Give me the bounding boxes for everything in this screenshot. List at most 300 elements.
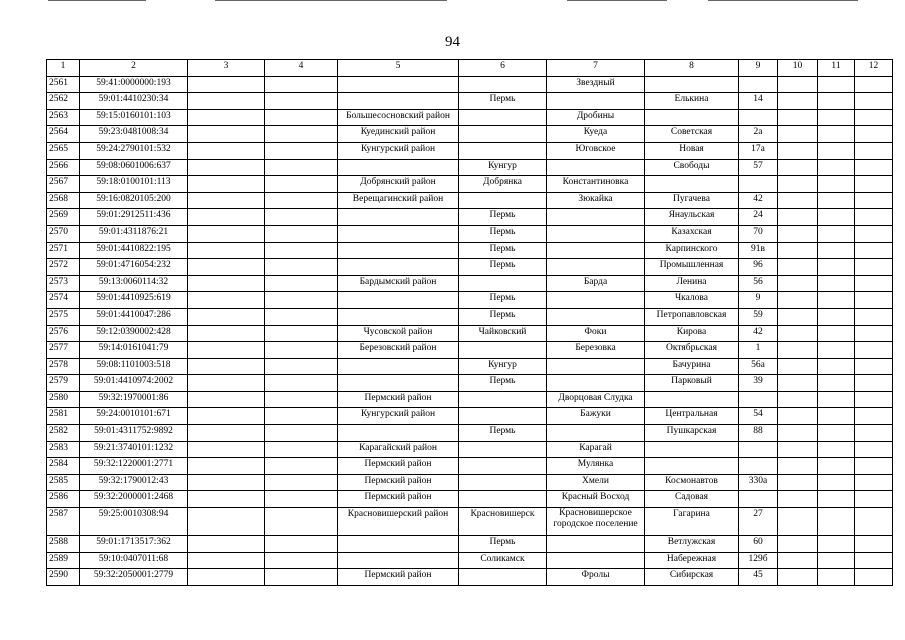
district-cell [338,375,459,392]
registry-table [46,59,893,586]
col12-cell [855,292,893,309]
street-cell: Казахская [645,225,739,242]
settlement-cell [547,552,645,569]
col10-cell [778,325,818,342]
settlement-cell: Константиновка [547,176,645,193]
col11-cell [818,325,855,342]
table-row [47,176,893,193]
district-cell [338,242,459,259]
city-cell: Пермь [459,209,547,226]
row-number-cell: 2572 [47,259,80,276]
col12-cell [855,375,893,392]
row-number-cell: 2564 [47,126,80,143]
col11-cell [818,292,855,309]
city-cell: Пермь [459,225,547,242]
col12-cell [855,491,893,508]
house-number-cell: 17а [739,142,778,159]
house-number-cell: 56а [739,358,778,375]
row-number-cell: 2561 [47,76,80,93]
col3-cell [188,192,265,209]
column-header: 8 [645,60,739,77]
cadastral-number-cell: 59:15:0160101:103 [80,109,188,126]
city-cell [459,109,547,126]
house-number-cell: 14 [739,93,778,110]
city-cell [459,491,547,508]
city-cell [459,441,547,458]
district-cell: Красновишерский район [338,508,459,536]
col3-cell [188,109,265,126]
district-cell: Березовский район [338,342,459,359]
city-cell: Пермь [459,308,547,325]
column-header: 10 [778,60,818,77]
col4-cell [265,292,338,309]
table-row [47,536,893,553]
col11-cell [818,142,855,159]
col11-cell [818,76,855,93]
settlement-cell [547,259,645,276]
district-cell: Куединский район [338,126,459,143]
table-row [47,93,893,110]
row-number-cell: 2581 [47,408,80,425]
col3-cell [188,441,265,458]
col3-cell [188,391,265,408]
district-cell [338,425,459,442]
cadastral-number-cell: 59:08:1101003:518 [80,358,188,375]
district-cell [338,259,459,276]
cadastral-number-cell: 59:01:1713517:362 [80,536,188,553]
settlement-cell [547,242,645,259]
house-number-cell: 59 [739,308,778,325]
col4-cell [265,93,338,110]
col4-cell [265,441,338,458]
row-number-cell: 2566 [47,159,80,176]
col4-cell [265,225,338,242]
col12-cell [855,209,893,226]
col4-cell [265,342,338,359]
cadastral-number-cell: 59:10:0407011:68 [80,552,188,569]
settlement-cell: Красновишерское городское поселение [547,508,645,536]
col11-cell [818,358,855,375]
settlement-cell: Красный Восход [547,491,645,508]
street-cell: Парковый [645,375,739,392]
col3-cell [188,358,265,375]
col3-cell [188,142,265,159]
col10-cell [778,508,818,536]
col10-cell [778,292,818,309]
city-cell: Кунгур [459,358,547,375]
row-number-cell: 2580 [47,391,80,408]
house-number-cell: 42 [739,325,778,342]
col11-cell [818,308,855,325]
house-number-cell [739,441,778,458]
col10-cell [778,308,818,325]
city-cell: Пермь [459,536,547,553]
street-cell [645,391,739,408]
city-cell [459,408,547,425]
col11-cell [818,569,855,586]
col10-cell [778,176,818,193]
col4-cell [265,491,338,508]
cadastral-number-cell: 59:14:0161041:79 [80,342,188,359]
cadastral-number-cell: 59:23:0481008:34 [80,126,188,143]
settlement-cell: Березовка [547,342,645,359]
col3-cell [188,491,265,508]
house-number-cell: 57 [739,159,778,176]
col12-cell [855,126,893,143]
table-row [47,491,893,508]
house-number-cell: 60 [739,536,778,553]
row-number-cell: 2562 [47,93,80,110]
col4-cell [265,569,338,586]
col12-cell [855,308,893,325]
district-cell: Кунгурский район [338,142,459,159]
col4-cell [265,242,338,259]
col12-cell [855,242,893,259]
col4-cell [265,109,338,126]
house-number-cell [739,109,778,126]
col11-cell [818,474,855,491]
top-rule [708,0,858,1]
col11-cell [818,425,855,442]
district-cell: Пермский район [338,491,459,508]
table-row [47,325,893,342]
street-cell: Елькина [645,93,739,110]
col10-cell [778,425,818,442]
col10-cell [778,93,818,110]
col3-cell [188,425,265,442]
city-cell: Кунгур [459,159,547,176]
column-header: 1 [47,60,80,77]
col11-cell [818,109,855,126]
settlement-cell: Фролы [547,569,645,586]
col11-cell [818,192,855,209]
col10-cell [778,391,818,408]
settlement-cell: Дворцовая Слудка [547,391,645,408]
col3-cell [188,225,265,242]
col11-cell [818,375,855,392]
col12-cell [855,569,893,586]
col3-cell [188,508,265,536]
table-body [47,76,893,585]
cadastral-number-cell: 59:01:4410047:286 [80,308,188,325]
col10-cell [778,209,818,226]
city-cell: Пермь [459,292,547,309]
col4-cell [265,176,338,193]
district-cell: Пермский район [338,474,459,491]
col3-cell [188,569,265,586]
city-cell [459,474,547,491]
col12-cell [855,176,893,193]
street-cell [645,458,739,475]
col3-cell [188,308,265,325]
col12-cell [855,408,893,425]
settlement-cell: Бажуки [547,408,645,425]
row-number-cell: 2590 [47,569,80,586]
col4-cell [265,358,338,375]
col4-cell [265,508,338,536]
cadastral-number-cell: 59:25:0010308:94 [80,508,188,536]
col3-cell [188,474,265,491]
table-row [47,474,893,491]
col4-cell [265,142,338,159]
house-number-cell: 70 [739,225,778,242]
row-number-cell: 2576 [47,325,80,342]
col12-cell [855,458,893,475]
col11-cell [818,458,855,475]
row-number-cell: 2574 [47,292,80,309]
city-cell [459,342,547,359]
col3-cell [188,126,265,143]
col12-cell [855,325,893,342]
row-number-cell: 2567 [47,176,80,193]
house-number-cell: 54 [739,408,778,425]
cadastral-number-cell: 59:32:1220001:2771 [80,458,188,475]
col4-cell [265,325,338,342]
col4-cell [265,375,338,392]
cadastral-number-cell: 59:12:0390002:428 [80,325,188,342]
col11-cell [818,552,855,569]
col4-cell [265,275,338,292]
col11-cell [818,176,855,193]
street-cell: Чкалова [645,292,739,309]
row-number-cell: 2578 [47,358,80,375]
settlement-cell: Мулянка [547,458,645,475]
col12-cell [855,259,893,276]
district-cell: Пермский район [338,458,459,475]
settlement-cell [547,209,645,226]
column-header: 6 [459,60,547,77]
street-cell [645,176,739,193]
col12-cell [855,425,893,442]
col11-cell [818,259,855,276]
table-row [47,76,893,93]
district-cell: Большесосновский район [338,109,459,126]
house-number-cell [739,391,778,408]
city-cell: Добрянка [459,176,547,193]
settlement-cell [547,536,645,553]
street-cell: Ленина [645,275,739,292]
house-number-cell: 45 [739,569,778,586]
top-rule [567,0,667,1]
table-row [47,425,893,442]
col3-cell [188,209,265,226]
settlement-cell: Зюкайка [547,192,645,209]
col4-cell [265,209,338,226]
settlement-cell [547,292,645,309]
col3-cell [188,375,265,392]
col4-cell [265,474,338,491]
col3-cell [188,76,265,93]
col11-cell [818,242,855,259]
col3-cell [188,342,265,359]
cadastral-number-cell: 59:01:4410925:619 [80,292,188,309]
row-number-cell: 2571 [47,242,80,259]
table-row [47,142,893,159]
city-cell [459,76,547,93]
col4-cell [265,458,338,475]
cadastral-number-cell: 59:01:4410230:34 [80,93,188,110]
col10-cell [778,536,818,553]
street-cell: Центральная [645,408,739,425]
table-row [47,508,893,536]
city-cell: Пермь [459,259,547,276]
col10-cell [778,225,818,242]
col10-cell [778,109,818,126]
col11-cell [818,126,855,143]
table-row [47,225,893,242]
table-row [47,441,893,458]
settlement-cell: Юговское [547,142,645,159]
col4-cell [265,552,338,569]
col4-cell [265,536,338,553]
city-cell: Пермь [459,425,547,442]
table-row [47,408,893,425]
city-cell: Пермь [459,242,547,259]
col3-cell [188,259,265,276]
col10-cell [778,552,818,569]
street-cell: Советская [645,126,739,143]
col3-cell [188,408,265,425]
table-row [47,308,893,325]
cadastral-number-cell: 59:41:0000000:193 [80,76,188,93]
table-row [47,159,893,176]
col12-cell [855,441,893,458]
district-cell [338,225,459,242]
district-cell [338,159,459,176]
row-number-cell: 2575 [47,308,80,325]
row-number-cell: 2569 [47,209,80,226]
column-header: 5 [338,60,459,77]
col12-cell [855,391,893,408]
col10-cell [778,242,818,259]
row-number-cell: 2585 [47,474,80,491]
col12-cell [855,552,893,569]
col3-cell [188,292,265,309]
house-number-cell: 2а [739,126,778,143]
page-number: 94 [445,34,460,50]
col12-cell [855,142,893,159]
cadastral-number-cell: 59:32:2000001:2468 [80,491,188,508]
house-number-cell: 42 [739,192,778,209]
district-cell [338,536,459,553]
settlement-cell: Карагай [547,441,645,458]
table-row [47,209,893,226]
row-number-cell: 2565 [47,142,80,159]
row-number-cell: 2589 [47,552,80,569]
row-number-cell: 2579 [47,375,80,392]
col10-cell [778,275,818,292]
district-cell: Пермский район [338,569,459,586]
city-cell: Красновишерск [459,508,547,536]
col4-cell [265,76,338,93]
table-row [47,109,893,126]
house-number-cell [739,458,778,475]
cadastral-number-cell: 59:32:1790012:43 [80,474,188,491]
settlement-cell: Хмели [547,474,645,491]
cadastral-number-cell: 59:24:0010101:671 [80,408,188,425]
house-number-cell: 1 [739,342,778,359]
street-cell: Петропавловская [645,308,739,325]
row-number-cell: 2577 [47,342,80,359]
col3-cell [188,159,265,176]
col10-cell [778,159,818,176]
col11-cell [818,275,855,292]
street-cell: Промышленная [645,259,739,276]
col3-cell [188,536,265,553]
column-header: 9 [739,60,778,77]
col11-cell [818,491,855,508]
settlement-cell [547,375,645,392]
col12-cell [855,275,893,292]
street-cell: Кирова [645,325,739,342]
house-number-cell: 330а [739,474,778,491]
col12-cell [855,474,893,491]
col11-cell [818,408,855,425]
col12-cell [855,225,893,242]
col3-cell [188,93,265,110]
column-header: 3 [188,60,265,77]
city-cell [459,569,547,586]
column-header: 7 [547,60,645,77]
col11-cell [818,225,855,242]
cadastral-number-cell: 59:24:2790101:532 [80,142,188,159]
settlement-cell [547,425,645,442]
col11-cell [818,159,855,176]
district-cell: Карагайский район [338,441,459,458]
street-cell: Ветлужская [645,536,739,553]
col10-cell [778,458,818,475]
row-number-cell: 2588 [47,536,80,553]
row-number-cell: 2570 [47,225,80,242]
row-number-cell: 2586 [47,491,80,508]
district-cell: Пермский район [338,391,459,408]
district-cell [338,358,459,375]
street-cell: Янаульская [645,209,739,226]
col10-cell [778,474,818,491]
table-row [47,126,893,143]
table-row [47,192,893,209]
col4-cell [265,391,338,408]
house-number-cell: 27 [739,508,778,536]
col4-cell [265,259,338,276]
street-cell: Сибирская [645,569,739,586]
cadastral-number-cell: 59:16:0820105:200 [80,192,188,209]
house-number-cell: 9 [739,292,778,309]
col11-cell [818,391,855,408]
street-cell: Космонавтов [645,474,739,491]
district-cell [338,93,459,110]
col10-cell [778,358,818,375]
col10-cell [778,76,818,93]
row-number-cell: 2582 [47,425,80,442]
table-row [47,391,893,408]
city-cell: Пермь [459,375,547,392]
cadastral-number-cell: 59:32:1970001:86 [80,391,188,408]
street-cell: Гагарина [645,508,739,536]
district-cell [338,552,459,569]
cadastral-number-cell: 59:01:4410974:2002 [80,375,188,392]
top-rule [215,0,447,1]
col4-cell [265,192,338,209]
city-cell [459,458,547,475]
house-number-cell: 96 [739,259,778,276]
table-row [47,342,893,359]
col12-cell [855,76,893,93]
col12-cell [855,342,893,359]
table-row [47,569,893,586]
col12-cell [855,159,893,176]
cadastral-number-cell: 59:18:0100101:113 [80,176,188,193]
